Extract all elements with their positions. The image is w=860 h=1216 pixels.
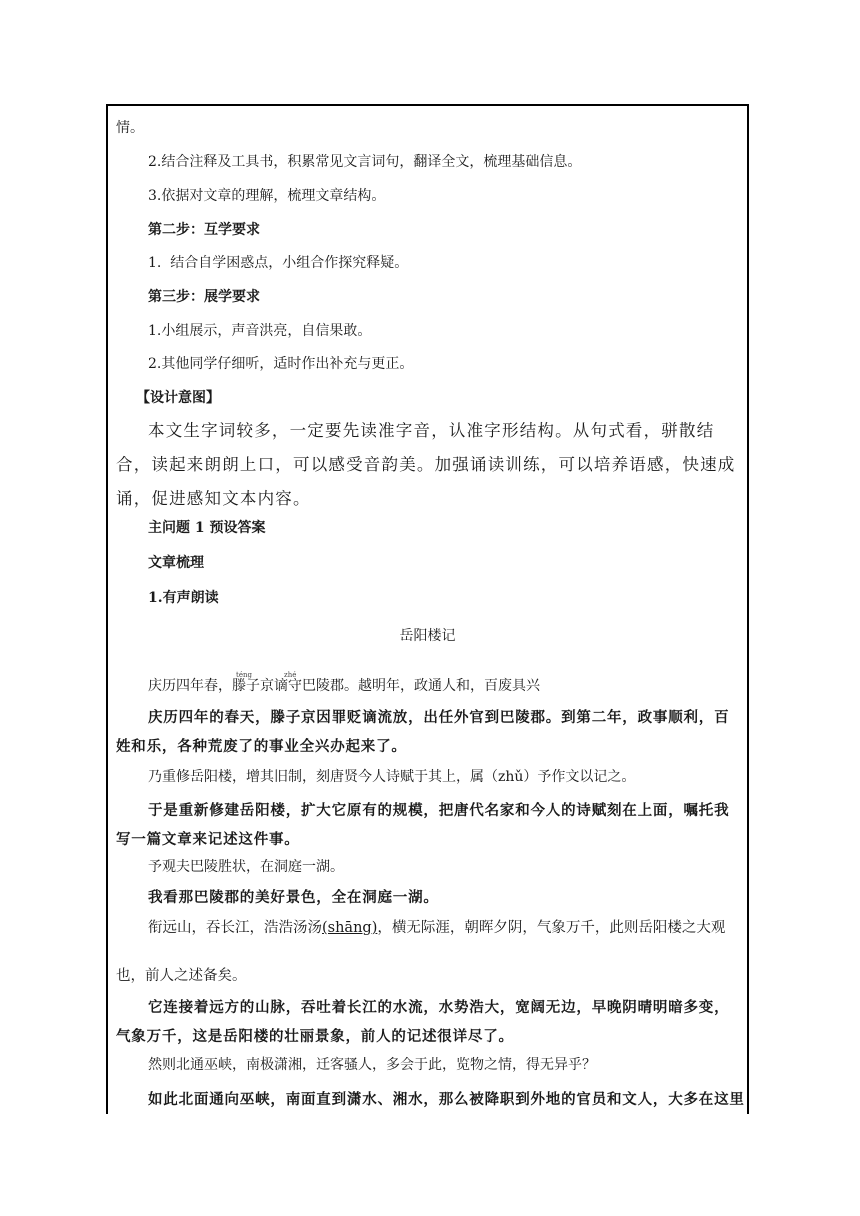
pinyin-annotation: zhé <box>284 671 297 679</box>
original-text-line: 庆历四年春，滕子京谪守巴陵郡。越明年，政通人和，百废具兴 <box>148 678 540 694</box>
show-study-item-2: 2.其他同学仔细听，适时作出补充与更正。 <box>148 356 414 372</box>
pinyin-underlined: (shāng) <box>322 920 378 936</box>
translation-paragraph <box>108 993 747 1051</box>
translation-paragraph <box>108 1085 747 1114</box>
essay-title: 岳阳楼记 <box>399 628 456 644</box>
translation-text: 如此北面通向巫峡，南面直到潇水、湘水，那么被降职到外地的官员和文人，大多在这里 <box>148 1091 745 1108</box>
lesson-plan-table-cell <box>106 104 749 1114</box>
original-text-line: 乃重修岳阳楼，增其旧制，刻唐贤今人诗赋于其上，属（zhǔ）予作文以记之。 <box>148 769 636 785</box>
article-sort-heading: 文章梳理 <box>148 555 204 571</box>
text-line: 情。 <box>116 120 144 136</box>
self-study-item-3: 3.依据对文章的理解，梳理文章结构。 <box>148 188 386 204</box>
translation-text: 庆历四年的春天，滕子京因罪贬谪流放，出任外官到巴陵郡。到第二年，政事顺利，百姓和乐，各种荒废了的事业全兴办起来了。 <box>116 709 730 755</box>
step-three-heading: 第三步：展学要求 <box>148 289 260 305</box>
original-text-line: 然则北通巫峡，南极潇湘，迁客骚人，多会于此，览物之情，得无异乎？ <box>148 1057 596 1073</box>
design-intent-text: 本文生字词较多，一定要先读准字音，认准字形结构。从句式看，骈散结合，读起来朗朗上口，可以感受音韵美。加强诵读训练，可以培养语感，快速成诵，促进感知文本内容。 <box>116 421 736 508</box>
translation-paragraph <box>108 796 747 854</box>
translation-text: 它连接着远方的山脉，吞吐着长江的水流，水势浩大，宽阔无边，早晚阴晴明暗多变，气象万千，这是岳阳楼的壮丽景象，前人的记述很详尽了。 <box>116 999 730 1045</box>
translation-text: 我看那巴陵郡的美好景色，全在洞庭一湖。 <box>148 889 439 906</box>
original-text-segment: 衔远山，吞长江，浩浩汤汤 <box>148 920 322 936</box>
original-text-segment: ，横无际涯，朝晖夕阴，气象万千，此则岳阳楼之大观 <box>377 920 726 936</box>
self-study-item-2: 2.结合注释及工具书，积累常见文言词句，翻译全文，梳理基础信息。 <box>148 154 582 170</box>
pinyin-annotation: téng <box>236 671 252 679</box>
step-two-heading: 第二步：互学要求 <box>148 222 260 238</box>
main-question-heading: 主问题 1 预设答案 <box>148 520 266 536</box>
read-aloud-heading: 1.有声朗读 <box>148 590 219 606</box>
original-text-line: 也，前人之述备矣。 <box>116 968 247 984</box>
translation-paragraph <box>108 883 747 912</box>
translation-paragraph <box>108 703 747 761</box>
original-text-line <box>108 918 747 938</box>
design-intent-paragraph <box>108 414 747 516</box>
translation-text: 于是重新修建岳阳楼，扩大它原有的规模，把唐代名家和今人的诗赋刻在上面，嘱托我写一篇文章来记述这件事。 <box>116 802 730 848</box>
show-study-item-1: 1.小组展示，声音洪亮，自信果敢。 <box>148 323 372 339</box>
mutual-study-item-1: 1. 结合自学困惑点，小组合作探究释疑。 <box>148 255 409 271</box>
design-intent-heading: 【设计意图】 <box>136 390 220 406</box>
original-text-line: 予观夫巴陵胜状，在洞庭一湖。 <box>148 859 344 875</box>
